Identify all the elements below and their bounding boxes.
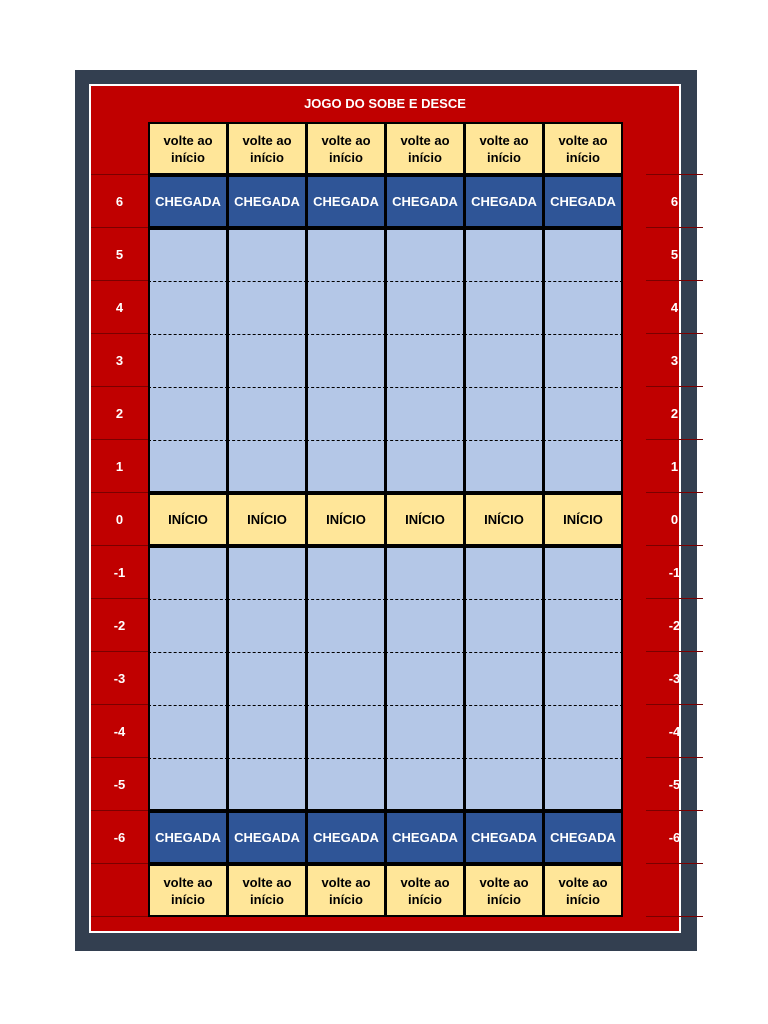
track-cell[interactable]: [227, 546, 307, 599]
game-board: [89, 84, 681, 933]
volte-ao-inicio-cell[interactable]: volte ao início: [464, 122, 544, 175]
track-cell[interactable]: [148, 705, 228, 758]
track-cell[interactable]: [464, 546, 544, 599]
row-number-right: 6: [646, 175, 703, 228]
volte-ao-inicio-cell[interactable]: volte ao início: [543, 122, 623, 175]
track-cell[interactable]: [306, 228, 386, 281]
side-empty: [91, 122, 148, 175]
row-number-left: -3: [91, 652, 148, 705]
track-cell[interactable]: [543, 599, 623, 652]
track-cell[interactable]: [464, 652, 544, 705]
chegada-cell[interactable]: CHEGADA: [148, 175, 228, 228]
track-cell[interactable]: [227, 440, 307, 493]
track-cell[interactable]: [306, 440, 386, 493]
chegada-cell[interactable]: CHEGADA: [464, 811, 544, 864]
chegada-cell[interactable]: CHEGADA: [227, 175, 307, 228]
game-title: JOGO DO SOBE E DESCE: [304, 96, 466, 111]
chegada-cell[interactable]: CHEGADA: [148, 811, 228, 864]
track-cell[interactable]: [148, 228, 228, 281]
row-number-left: 6: [91, 175, 148, 228]
track-cell[interactable]: [464, 758, 544, 811]
row-number-left: 4: [91, 281, 148, 334]
track-cell[interactable]: [385, 599, 465, 652]
volte-ao-inicio-cell[interactable]: volte ao início: [227, 864, 307, 917]
track-cell[interactable]: [227, 599, 307, 652]
track-cell[interactable]: [227, 387, 307, 440]
volte-ao-inicio-cell[interactable]: volte ao início: [306, 122, 386, 175]
inicio-cell[interactable]: INÍCIO: [306, 493, 386, 546]
row-number-right: -2: [646, 599, 703, 652]
track-cell[interactable]: [543, 440, 623, 493]
row-number-right: -1: [646, 546, 703, 599]
row-number-left: -4: [91, 705, 148, 758]
row-number-left: 0: [91, 493, 148, 546]
track-cell[interactable]: [543, 387, 623, 440]
volte-ao-inicio-cell[interactable]: volte ao início: [385, 864, 465, 917]
row-number-left: 1: [91, 440, 148, 493]
track-cell[interactable]: [464, 599, 544, 652]
row-number-right: 5: [646, 228, 703, 281]
track-cell[interactable]: [385, 705, 465, 758]
track-cell[interactable]: [148, 440, 228, 493]
track-cell[interactable]: [148, 546, 228, 599]
track-cell[interactable]: [385, 758, 465, 811]
volte-ao-inicio-cell[interactable]: volte ao início: [148, 864, 228, 917]
row-number-right: 3: [646, 334, 703, 387]
row-number-right: -4: [646, 705, 703, 758]
row-number-right: 4: [646, 281, 703, 334]
track-cell[interactable]: [148, 334, 228, 387]
track-cell[interactable]: [148, 652, 228, 705]
chegada-cell[interactable]: CHEGADA: [543, 811, 623, 864]
track-cell[interactable]: [148, 387, 228, 440]
track-cell[interactable]: [306, 705, 386, 758]
track-cell[interactable]: [227, 281, 307, 334]
row-number-right: 2: [646, 387, 703, 440]
track-cell[interactable]: [385, 228, 465, 281]
volte-ao-inicio-cell[interactable]: volte ao início: [306, 864, 386, 917]
row-number-right: 0: [646, 493, 703, 546]
side-empty: [91, 864, 148, 917]
track-cell[interactable]: [464, 705, 544, 758]
track-cell[interactable]: [227, 705, 307, 758]
row-number-left: -2: [91, 599, 148, 652]
row-number-left: -1: [91, 546, 148, 599]
track-cell[interactable]: [227, 334, 307, 387]
track-cell[interactable]: [464, 440, 544, 493]
track-cell[interactable]: [385, 387, 465, 440]
track-cell[interactable]: [543, 652, 623, 705]
track-cell[interactable]: [385, 440, 465, 493]
volte-ao-inicio-cell[interactable]: volte ao início: [464, 864, 544, 917]
row-number-right: 1: [646, 440, 703, 493]
track-cell[interactable]: [543, 705, 623, 758]
inicio-cell[interactable]: INÍCIO: [148, 493, 228, 546]
track-cell[interactable]: [543, 546, 623, 599]
row-number-right: -3: [646, 652, 703, 705]
track-cell[interactable]: [306, 281, 386, 334]
chegada-cell[interactable]: CHEGADA: [543, 175, 623, 228]
volte-ao-inicio-cell[interactable]: volte ao início: [227, 122, 307, 175]
chegada-cell[interactable]: CHEGADA: [227, 811, 307, 864]
row-number-left: -6: [91, 811, 148, 864]
chegada-cell[interactable]: CHEGADA: [464, 175, 544, 228]
chegada-cell[interactable]: CHEGADA: [306, 175, 386, 228]
track-cell[interactable]: [464, 281, 544, 334]
track-cell[interactable]: [385, 281, 465, 334]
row-number-right: -6: [646, 811, 703, 864]
track-cell[interactable]: [385, 546, 465, 599]
volte-ao-inicio-cell[interactable]: volte ao início: [385, 122, 465, 175]
row-number-left: 5: [91, 228, 148, 281]
track-cell[interactable]: [385, 652, 465, 705]
chegada-cell[interactable]: CHEGADA: [385, 175, 465, 228]
track-cell[interactable]: [306, 652, 386, 705]
row-number-left: -5: [91, 758, 148, 811]
side-empty: [646, 122, 703, 175]
row-number-left: 3: [91, 334, 148, 387]
track-cell[interactable]: [227, 228, 307, 281]
volte-ao-inicio-cell[interactable]: volte ao início: [543, 864, 623, 917]
track-cell[interactable]: [543, 281, 623, 334]
track-cell[interactable]: [227, 652, 307, 705]
track-cell[interactable]: [543, 758, 623, 811]
inicio-cell[interactable]: INÍCIO: [464, 493, 544, 546]
track-cell[interactable]: [148, 599, 228, 652]
track-cell[interactable]: [148, 758, 228, 811]
track-cell[interactable]: [464, 228, 544, 281]
inicio-cell[interactable]: INÍCIO: [385, 493, 465, 546]
inicio-cell[interactable]: INÍCIO: [543, 493, 623, 546]
track-cell[interactable]: [543, 228, 623, 281]
track-cell[interactable]: [148, 281, 228, 334]
track-cell[interactable]: [306, 758, 386, 811]
track-cell[interactable]: [306, 546, 386, 599]
track-cell[interactable]: [464, 387, 544, 440]
track-cell[interactable]: [464, 334, 544, 387]
track-cell[interactable]: [306, 387, 386, 440]
volte-ao-inicio-cell[interactable]: volte ao início: [148, 122, 228, 175]
track-cell[interactable]: [306, 334, 386, 387]
track-cell[interactable]: [385, 334, 465, 387]
chegada-cell[interactable]: CHEGADA: [306, 811, 386, 864]
side-empty: [646, 864, 703, 917]
chegada-cell[interactable]: CHEGADA: [385, 811, 465, 864]
row-number-left: 2: [91, 387, 148, 440]
track-cell[interactable]: [227, 758, 307, 811]
row-number-right: -5: [646, 758, 703, 811]
track-cell[interactable]: [306, 599, 386, 652]
inicio-cell[interactable]: INÍCIO: [227, 493, 307, 546]
track-cell[interactable]: [543, 334, 623, 387]
